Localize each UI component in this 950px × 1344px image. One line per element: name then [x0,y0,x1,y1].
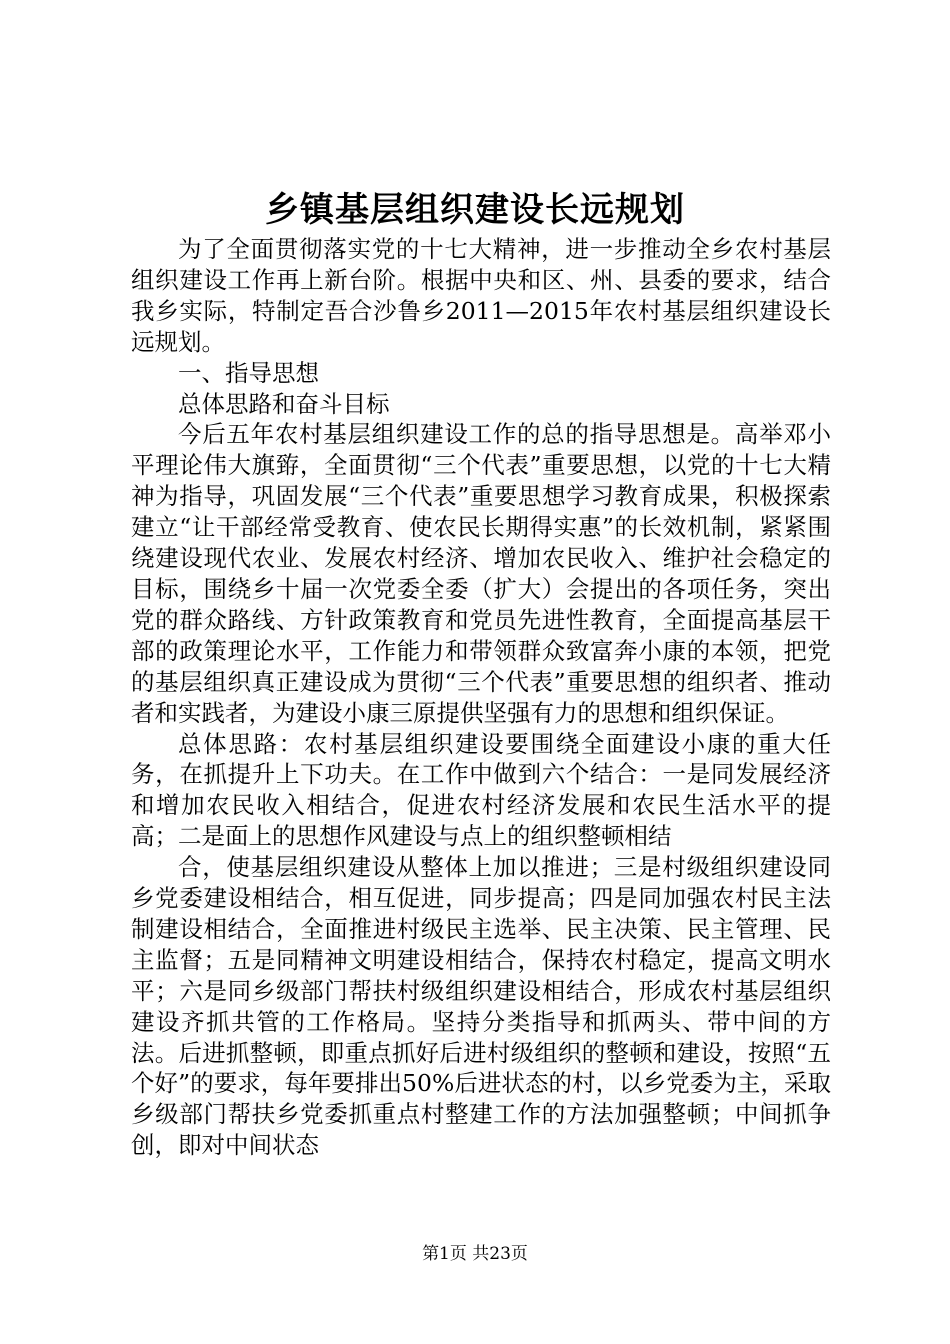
page-number-footer: 第1页 共23页 [422,1244,528,1264]
document-title: 乡镇基层组织建设长远规划 [265,190,685,230]
document-body [131,234,831,1161]
subheading-overall-goals: 总体思路和奋斗目标 [178,389,390,418]
section-heading-guiding-thought: 一、指导思想 [178,358,319,387]
paragraph-overall-approach: 总体思路：农村基层组织建设要围绕全面建设小康的重大任务，在抓提升上下功夫。在工作中做到六个结合：一是同发展经济和增加农民收入相结合，促进农村经济发展和农民生活水平的提高；二是面上的思想作风建设与点上的组织整顿相结 [131,729,831,851]
paragraph-continuation: 合，使基层组织建设从整体上加以推进；三是村级组织建设同乡党委建设相结合，相互促进，同步提高；四是同加强农村民主法制建设相结合，全面推进村级民主选举、民主决策、民主管理、民主监督；五是同精神文明建设相结合，保持农村稳定，提高文明水平；六是同乡级部门帮扶村级组织建设相结合，形成农村基层组织建设齐抓共管的工作格局。坚持分类指导和抓两头、带中间的方法。后进抓整顿，即重点抓好后进村级组织的整顿和建设，按照“五个好”的要求，每年要排出50%后进状态的村，以乡党委为主，采取乡级部门帮扶乡党委抓重点村整建工作的方法加强整顿；中间抓争创，即对中间状态 [131,853,831,1160]
paragraph-intro: 为了全面贯彻落实党的十七大精神，进一步推动全乡农村基层组织建设工作再上新台阶。根据中央和区、州、县委的要求，结合我乡实际，特制定吾合沙鲁乡2011—2015年农村基层组织建设长远规划。 [131,235,831,356]
paragraph-guiding-ideology: 今后五年农村基层组织建设工作的总的指导思想是。高举邓小平理论伟大旗臶，全面贯彻“三个代表”重要思想，以党的十七大精神为指导，巩固发展“三个代表”重要思想学习教育成果，积极探索建立“让干部经常受教育、使农民长期得实惠”的长效机制，紧紧围绕建设现代农业、发展农村经济、增加农民收入、维护社会稳定的目标，围绕乡十届一次党委全委（扩大）会提出的各项任务，突出党的群众路线、方针政策教育和党员先进性教育，全面提高基层干部的政策理论水平，工作能力和带领群众致富奔小康的本领，把党的基层组织真正建设成为贯彻“三个代表”重要思想的组织者、推动者和实践者，为建设小康三原提供坚强有力的思想和组织保证。 [131,420,831,727]
